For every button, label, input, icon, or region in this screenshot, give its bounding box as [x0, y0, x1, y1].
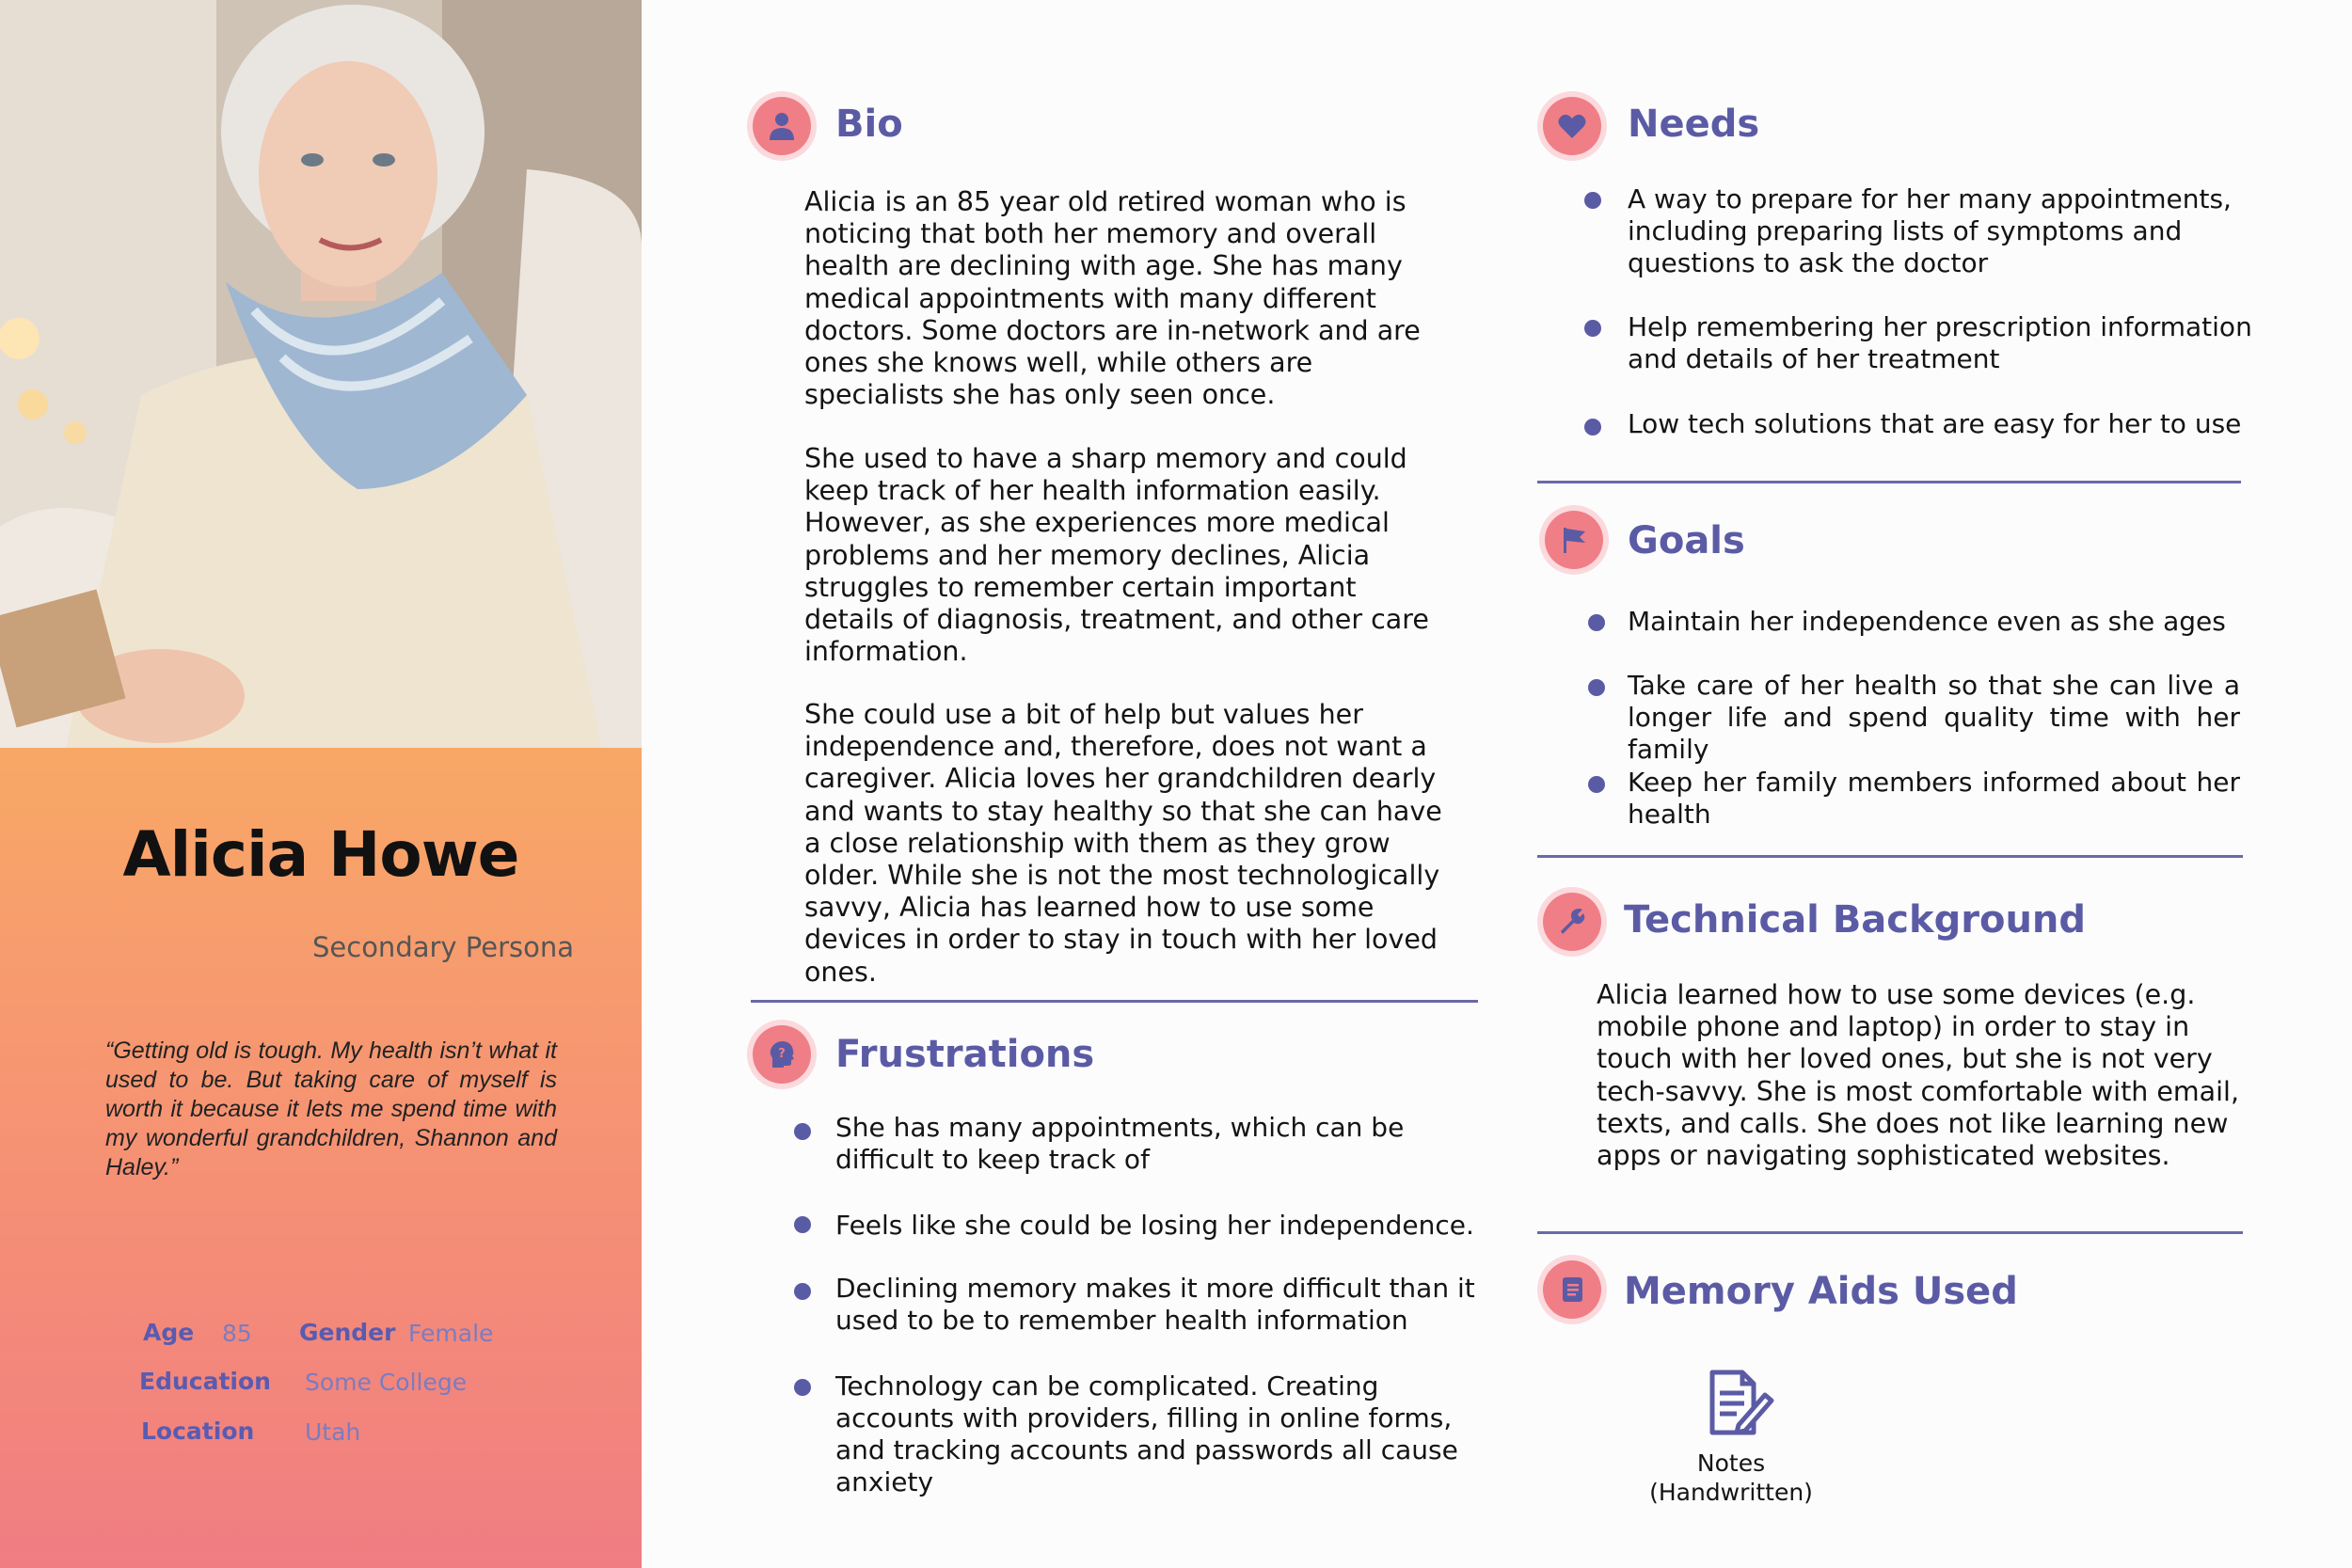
wrench-icon [1543, 893, 1601, 951]
bio-paragraph-1: Alicia is an 85 year old retired woman who is noticing that both her memory and overall health are declining with age. She has many medical appointments with many different doctors. Some doctors are in-network and are ones she knows well, while others are specialists she has only seen once. [804, 186, 1421, 411]
goal-item-1: Maintain her independence even as she ages [1628, 606, 2226, 637]
persona-quote: “Getting old is tough. My health isn’t what it used to be. But taking care of myself is worth it because it lets me spend time with my wonderful grandchildren, Shannon and Haley.” [105, 1037, 557, 1180]
gender-label: Gender [299, 1319, 396, 1346]
bullet [1588, 614, 1605, 631]
bullet [1584, 419, 1601, 436]
bullet [1584, 192, 1601, 209]
frustration-item-2: Feels like she could be losing her independence. [835, 1210, 1474, 1241]
need-item-1: A way to prepare for her many appointments, including preparing lists of symptoms and questions to ask the doctor [1628, 183, 2232, 278]
goal-item-3: Keep her family members informed about her health [1628, 767, 2240, 830]
head-question-icon [753, 1025, 811, 1084]
memory-aid-label: Notes (Handwritten) [1649, 1449, 1813, 1506]
age-value: 85 [222, 1320, 252, 1347]
education-value: Some College [305, 1369, 468, 1396]
persona-panel [0, 0, 642, 1568]
age-label: Age [143, 1319, 195, 1346]
persona-name: Alicia Howe [122, 818, 519, 891]
flag-icon [1545, 511, 1603, 569]
bullet [794, 1216, 811, 1233]
location-label: Location [141, 1418, 255, 1445]
frustration-item-3: Declining memory makes it more difficult than it used to be to remember health information [835, 1273, 1475, 1336]
person-icon [753, 97, 811, 155]
bio-paragraph-3: She could use a bit of help but values her independence and, therefore, does not want a caregiver. Alicia loves her grandchildren dearly and wants to stay healthy so that she can have a close relationship with them as they grow older. While she is not the most technologically savvy, Alicia has learned how to use some devices in order to stay in touch with her loved ones. [804, 699, 1442, 988]
divider [751, 1000, 1478, 1003]
notes-pencil-icon [1705, 1369, 1774, 1438]
divider [1537, 1231, 2243, 1234]
divider [1537, 481, 2241, 483]
education-label: Education [139, 1368, 271, 1395]
bullet [794, 1123, 811, 1140]
notebook-icon [1543, 1260, 1601, 1319]
bullet [794, 1283, 811, 1300]
bio-title: Bio [835, 103, 903, 146]
memory-aids-title: Memory Aids Used [1624, 1270, 2018, 1313]
frustration-item-1: She has many appointments, which can be difficult to keep track of [835, 1112, 1405, 1175]
technical-title: Technical Background [1624, 898, 2087, 942]
frustrations-title: Frustrations [835, 1033, 1095, 1076]
frustration-item-4: Technology can be complicated. Creating accounts with providers, filling in online forms, and tracking accounts and passwords all cause anxiety [835, 1370, 1458, 1497]
gender-value: Female [408, 1320, 494, 1347]
needs-title: Needs [1628, 103, 1760, 146]
persona-type: Secondary Persona [312, 931, 575, 963]
svg-text:?: ? [778, 1047, 786, 1061]
need-item-2: Help remembering her prescription information and details of her treatment [1628, 311, 2252, 374]
bullet [1588, 679, 1605, 696]
goal-item-2: Take care of her health so that she can live a longer life and spend quality time with her family [1628, 670, 2240, 765]
heart-icon [1543, 97, 1601, 155]
bullet [794, 1379, 811, 1396]
need-item-3: Low tech solutions that are easy for her to use [1628, 408, 2242, 439]
divider [1537, 855, 2243, 858]
technical-text: Alicia learned how to use some devices (e.g. mobile phone and laptop) in order to stay in touch with her loved ones, but she is not very tech-savvy. She is most comfortable with email, texts, and calls. She does not like learning new apps or navigating sophisticated websites. [1597, 979, 2240, 1172]
bio-paragraph-2: She used to have a sharp memory and could keep track of her health information easily. However, as she experiences more medical problems and her memory declines, Alicia struggles to remember certain important details of diagnosis, treatment, and other care information. [804, 443, 1429, 668]
location-value: Utah [305, 1418, 361, 1446]
goals-title: Goals [1628, 519, 1745, 562]
bullet [1588, 776, 1605, 793]
portrait-photo [0, 0, 642, 748]
bullet [1584, 320, 1601, 337]
